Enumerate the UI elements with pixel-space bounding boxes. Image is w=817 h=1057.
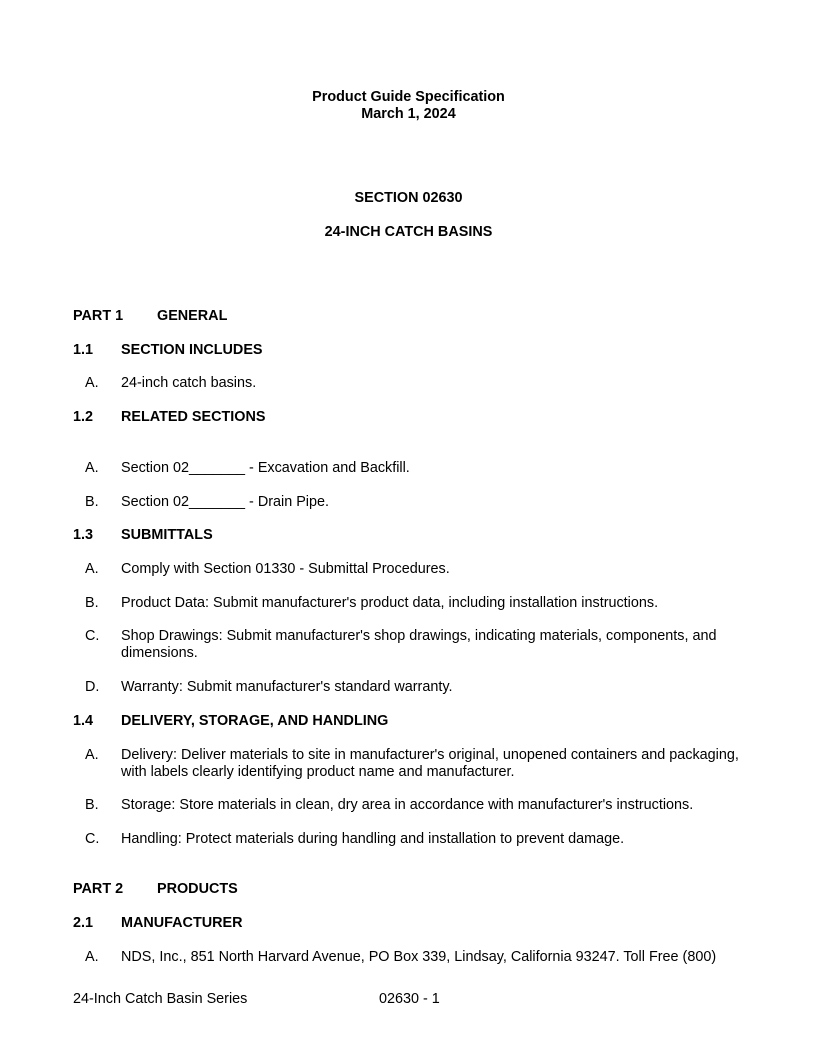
part-title: GENERAL <box>157 308 228 324</box>
part-label: PART 1 <box>73 308 124 324</box>
paragraph-text: 24-inch catch basins. <box>121 375 257 391</box>
part-heading <box>73 308 228 325</box>
section-number: SECTION 02630 <box>354 190 463 206</box>
paragraph-text: Section 02_______ - Drain Pipe. <box>121 494 330 510</box>
paragraph-letter: C. <box>85 628 100 644</box>
article-number: 1.3 <box>73 527 94 543</box>
paragraph-text: Storage: Store materials in clean, dry area in accordance with manufacturer's instructions. <box>121 797 694 813</box>
article-title: RELATED SECTIONS <box>121 409 266 425</box>
paragraph-letter: B. <box>85 797 99 813</box>
article-number: 2.1 <box>73 915 94 931</box>
paragraph-text: Comply with Section 01330 - Submittal Procedures. <box>121 561 450 577</box>
paragraph-letter: A. <box>85 375 99 391</box>
paragraph-letter: C. <box>85 831 100 847</box>
paragraph-text: Shop Drawings: Submit manufacturer's shop drawings, indicating materials, components, and dimensions. <box>121 628 717 661</box>
article-number: 1.2 <box>73 409 94 425</box>
paragraph-letter: B. <box>85 595 99 611</box>
article-title: DELIVERY, STORAGE, AND HANDLING <box>121 713 389 729</box>
paragraph-text: Delivery: Deliver materials to site in manufacturer's original, unopened containers and packaging, with labels clearly identifying product name and manufacturer. <box>121 747 739 780</box>
part-heading <box>73 881 238 898</box>
paragraph-text: Warranty: Submit manufacturer's standard warranty. <box>121 679 453 695</box>
article-heading <box>73 713 389 730</box>
paragraph-letter: D. <box>85 679 100 695</box>
part-title: PRODUCTS <box>157 881 238 897</box>
paragraph-letter: A. <box>85 561 99 577</box>
paragraph-letter: A. <box>85 460 99 476</box>
paragraph-text: Handling: Protect materials during handling and installation to prevent damage. <box>121 831 625 847</box>
article-number: 1.4 <box>73 713 94 729</box>
paragraph-letter: A. <box>85 747 99 763</box>
paragraph-text: NDS, Inc., 851 North Harvard Avenue, PO Box 339, Lindsay, California 93247. Toll Free (800) <box>121 949 717 965</box>
article-title: SECTION INCLUDES <box>121 342 263 358</box>
footer-page-number: 02630 - 1 <box>379 991 440 1007</box>
section-title: 24-INCH CATCH BASINS <box>324 224 493 240</box>
header-title: Product Guide Specification <box>312 89 505 105</box>
paragraph-letter: A. <box>85 949 99 965</box>
paragraph-text: Product Data: Submit manufacturer's product data, including installation instructions. <box>121 595 659 611</box>
footer-document-name: 24-Inch Catch Basin Series <box>73 991 248 1007</box>
article-title: MANUFACTURER <box>121 915 243 931</box>
paragraph-letter: B. <box>85 494 99 510</box>
header-date: March 1, 2024 <box>361 106 456 122</box>
article-title: SUBMITTALS <box>121 527 213 543</box>
article-heading <box>73 915 243 932</box>
article-number: 1.1 <box>73 342 94 358</box>
article-heading <box>73 342 263 359</box>
article-heading <box>73 527 213 544</box>
article-heading <box>73 409 266 426</box>
part-label: PART 2 <box>73 881 124 897</box>
paragraph-text: Section 02_______ - Excavation and Backfill. <box>121 460 410 476</box>
